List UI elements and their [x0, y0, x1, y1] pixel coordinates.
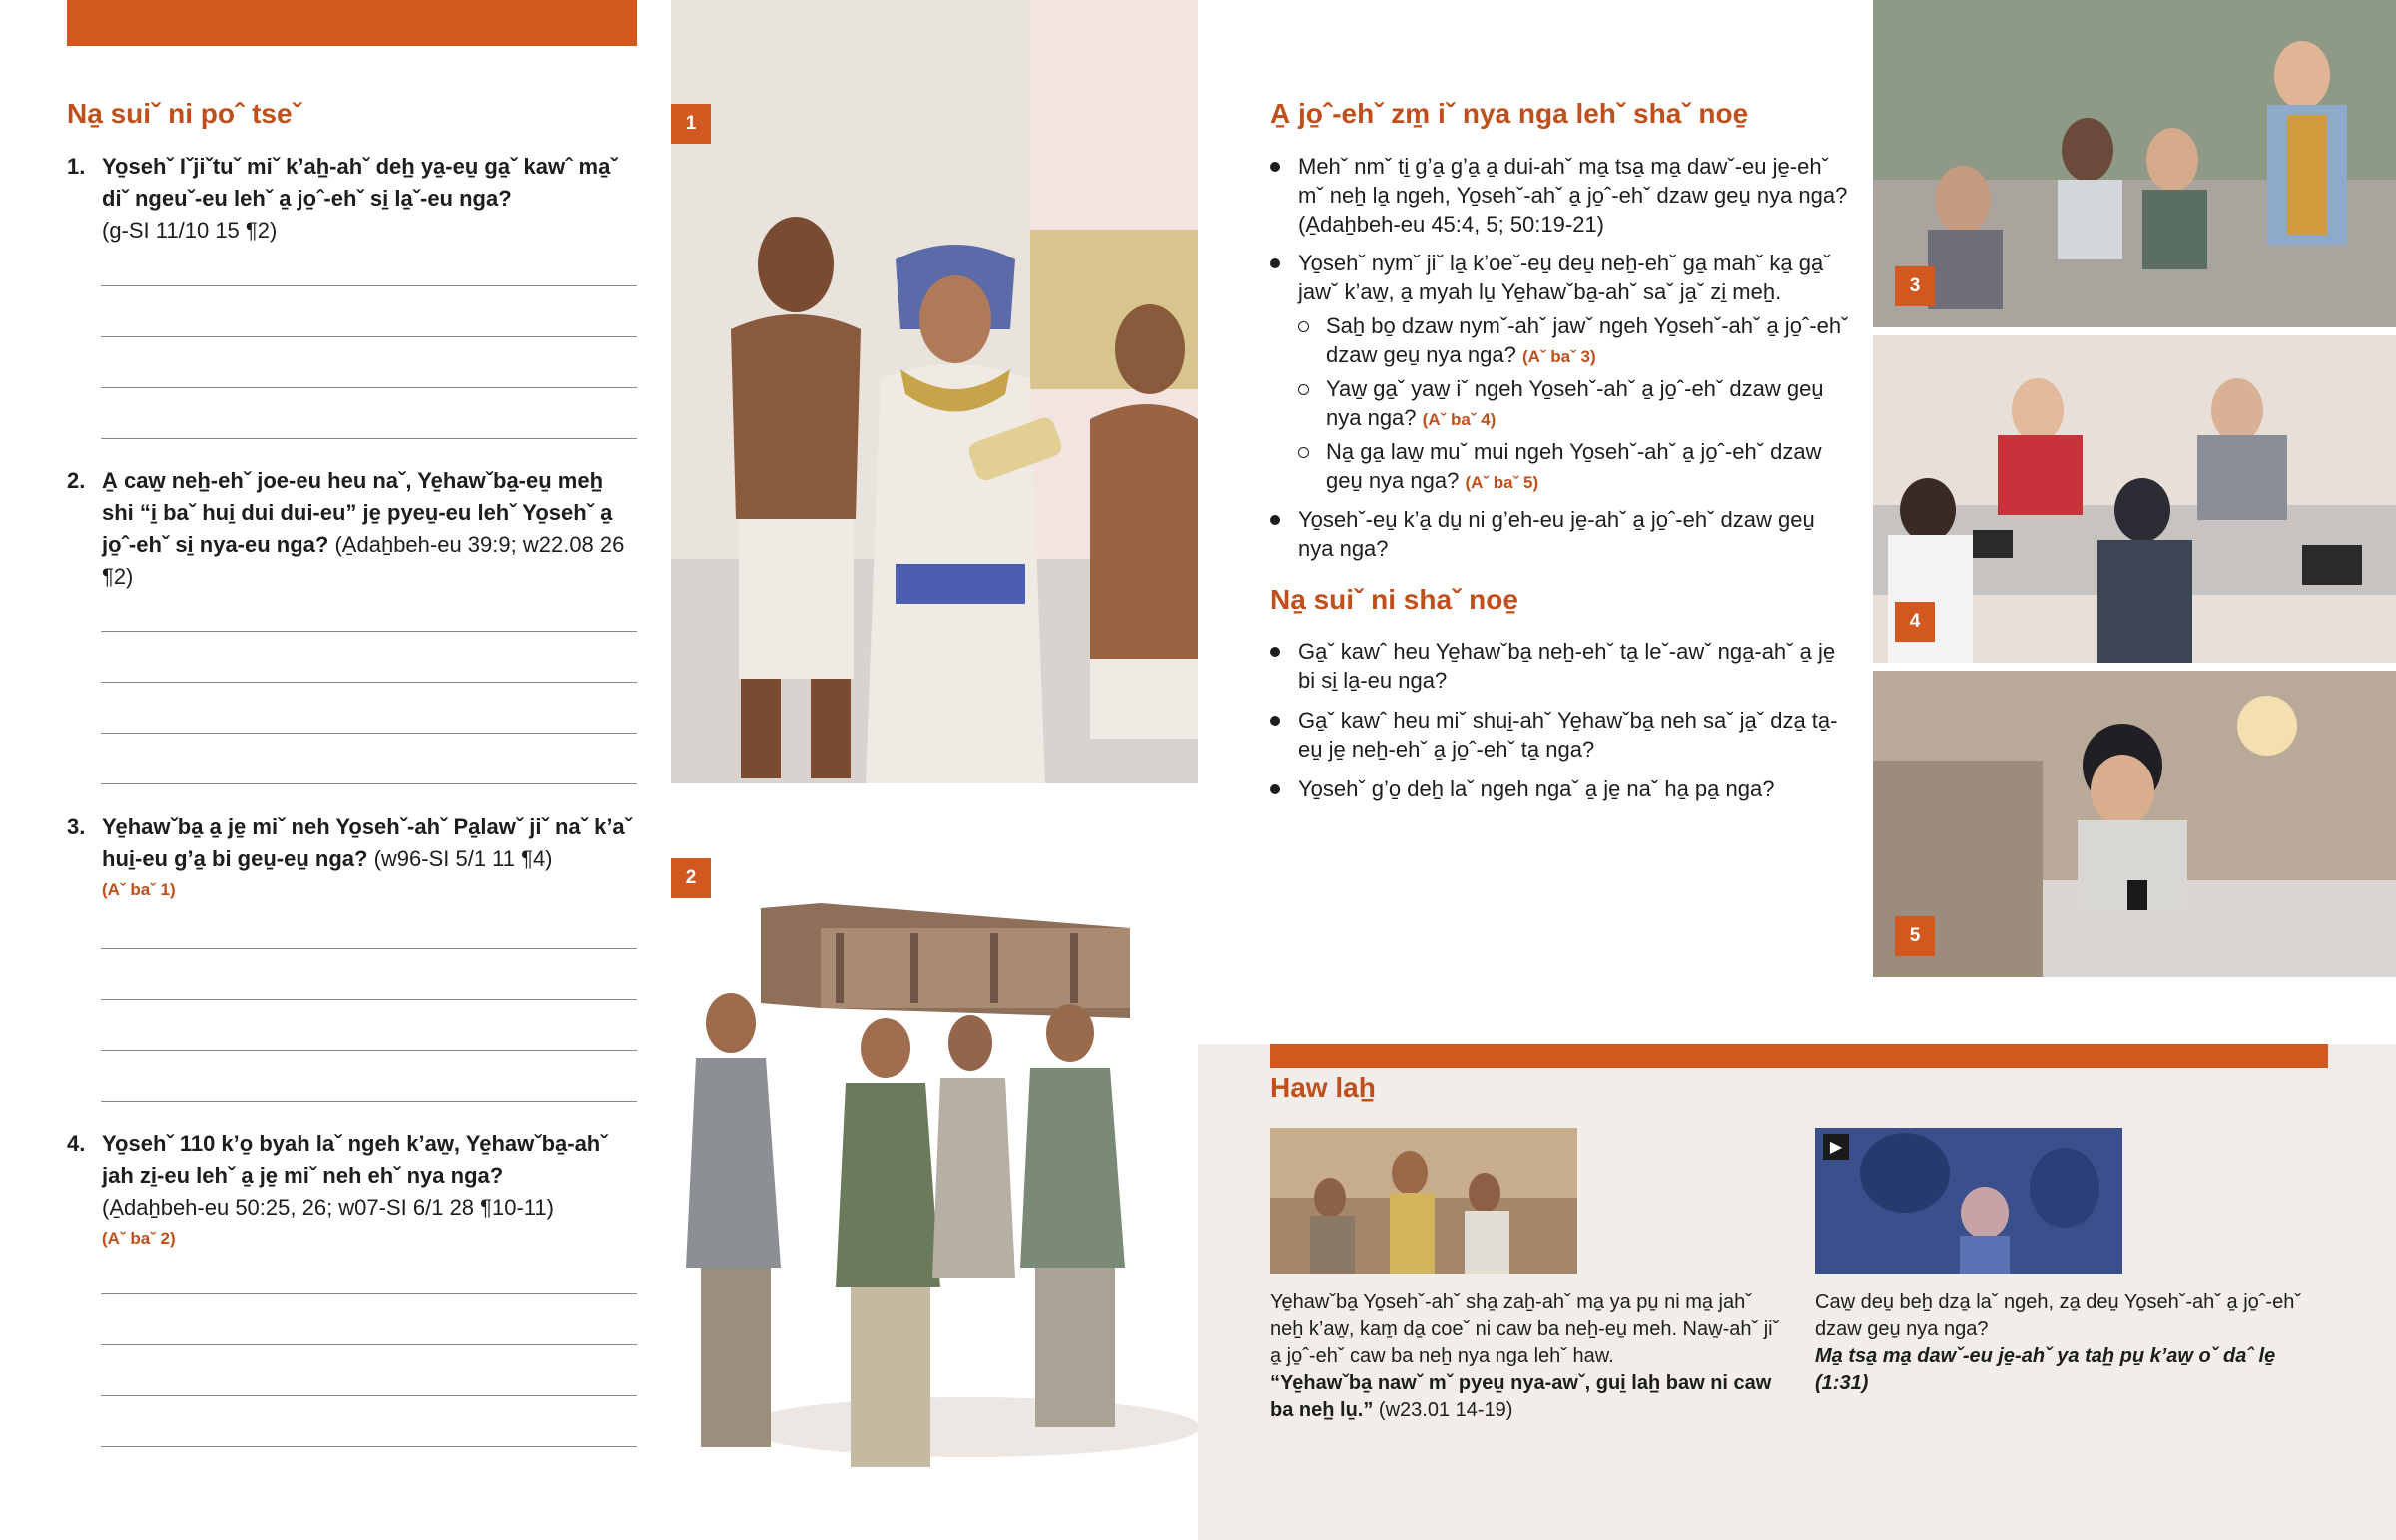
artwork-reference: (Aˇ baˇ 3)	[1521, 347, 1596, 366]
artwork-reference: (Aˇ baˇ 1)	[102, 880, 176, 899]
illustration-coffin-carry-art	[671, 828, 1198, 1540]
figure-number-badge: 4	[1895, 602, 1935, 642]
question-text: Yo̱sehˇ 110 k’o̱ byah laˇ ngeh k’aw̱, Ye̱hawˇba̱-ahˇ jah zi̱-eu lehˇ a̱ je̱ miˇ neh ehˇ nya nga?	[102, 1131, 608, 1188]
caption-title[interactable]: “Ye̱hawˇba̱ nawˇ mˇ pyeu̱ nya-awˇ, gui̱ lah̠ baw ni caw ba neh̠ lu̱.”	[1270, 1372, 1772, 1421]
photo-youth-outdoors-art	[1873, 0, 2396, 327]
sub-bullet-item	[1270, 311, 1849, 371]
panel-accent-bar	[1270, 1044, 2328, 1068]
question-1	[67, 151, 637, 247]
illustration-coffin-carry	[671, 828, 1198, 1540]
question-reference: (g-SI 11/10 15 ¶2)	[102, 218, 278, 243]
play-icon[interactable]: ▶	[1823, 1134, 1849, 1160]
caption-text: Caw̱ deu̱ beh̠ dza̱ laˇ ngeh, za̱ deu̱ Yo̱sehˇ-ahˇ a̱ jo̱ˆ-ehˇ dzaw geu̱ nya nga?	[1815, 1291, 2301, 1340]
question-2	[67, 465, 637, 593]
bullet-text: Yaw̱ ga̱ˇ yaw̱ iˇ ngeh Yo̱sehˇ-ahˇ a̱ jo̱ˆ-ehˇ dzaw geu̱ nya nga?	[1326, 376, 1824, 430]
illustration-joseph-egypt	[671, 0, 1198, 783]
section-heading-watch: Haw lah̠	[1270, 1072, 1376, 1103]
bullet-text: Ga̱ˇ kawˆ heu miˇ shui̱-ahˇ Ye̱hawˇba̱ neh saˇ ja̱ˇ dza̱ ta̱-eu̱ je̱ neh̠-ehˇ a̱ jo̱ˆ-ehˇ ta̱ nga?	[1298, 708, 1838, 762]
video-thumbnail-joseph[interactable]	[1270, 1128, 1577, 1274]
bullet-dot-icon	[1270, 162, 1280, 172]
photo-office-desk-art	[1873, 335, 2396, 663]
answer-lines-1[interactable]	[101, 236, 637, 439]
video-thumbnail-bullying-art	[1815, 1128, 2122, 1274]
bullet-dot-icon	[1270, 515, 1280, 525]
question-3	[67, 811, 637, 905]
photo-office-desk	[1873, 335, 2396, 663]
question-number: 1.	[67, 154, 86, 179]
figure-number-badge: 2	[671, 858, 711, 898]
bullet-text: Na̱ ga̱ law̱ muˇ mui ngeh Yo̱sehˇ-ahˇ a̱ jo̱ˆ-ehˇ dzaw geu̱ nya nga?	[1326, 439, 1822, 493]
bullet-text: Ga̱ˇ kawˆ heu Ye̱hawˇba̱ neh̠-ehˇ ta̱ leˇ-awˇ nga̱-ahˇ a̱ je̱ bi si̱ la̱-eu nga?	[1298, 639, 1836, 693]
bullet-item	[1270, 249, 1849, 306]
question-number: 2.	[67, 468, 86, 493]
bullet-text: Yo̱sehˇ nymˇ jiˇ la̱ k’oeˇ-eu̱ deu̱ neh̠-ehˇ ga̱ mahˇ ka̱ ga̱ˇ jawˇ k’aw̱, a̱ myah lu̱ Ye̱hawˇba̱-ahˇ saˇ ja̱ˇ zi̱ meh̠.	[1298, 251, 1831, 304]
video-thumbnail-joseph-art	[1270, 1128, 1577, 1274]
question-number: 4.	[67, 1131, 86, 1156]
question-number: 3.	[67, 814, 86, 839]
bullet-dot-icon	[1270, 647, 1280, 657]
question-text: A̱ caw̱ neh̠-ehˇ joe-eu heu naˇ, Ye̱hawˇba̱-eu̱ meh̠ shi “i̱ baˇ hui̱ dui dui-eu” je̱ pyeu̱-eu lehˇ Yo̱sehˇ a̱ jo̱ˆ-ehˇ si̱ nya-eu nga?	[102, 468, 613, 557]
bullet-item	[1270, 152, 1849, 239]
bullet-item	[1270, 505, 1849, 563]
bullet-dot-icon	[1270, 784, 1280, 794]
sub-bullet-item	[1270, 374, 1849, 434]
bullet-dot-icon	[1270, 258, 1280, 268]
question-text: Yo̱sehˇ Iˇjiˇtuˇ miˇ k’ah̠-ahˇ deh̠ ya̱-eu̱ ga̱ˇ kawˆ ma̱ˇ diˇ ngeuˇ-eu lehˇ a̱ jo̱ˆ-ehˇ si̱ la̱ˇ-eu nga?	[102, 154, 618, 211]
figure-number-badge: 5	[1895, 916, 1935, 956]
top-decorative-band	[67, 0, 637, 46]
bullet-ring-icon	[1298, 447, 1309, 458]
artwork-reference: (Aˇ baˇ 4)	[1422, 410, 1497, 429]
question-reference: (w96-SI 5/1 11 ¶4)	[373, 846, 553, 871]
photo-boy-phone-art	[1873, 671, 2396, 977]
illustration-joseph-egypt-art	[671, 0, 1198, 783]
question-text: Ye̱hawˇba̱ a̱ je̱ miˇ neh Yo̱sehˇ-ahˇ Pa̱lawˇ jiˇ naˇ k’aˇ hui̱-eu g’a̱ bi geu̱-eu̱ nga?	[102, 814, 632, 871]
bullet-item	[1270, 706, 1849, 764]
photo-youth-outdoors	[1873, 0, 2396, 327]
caption-title[interactable]: Ma̱ tsa̱ ma̱ dawˇ-eu je̱-ahˇ ya tah̠ pu̱ k’aw̱ oˇ daˆ le̱ (1:31)	[1815, 1345, 2276, 1394]
bullet-dot-icon	[1270, 716, 1280, 726]
sub-bullet-item	[1270, 437, 1849, 497]
answer-lines-4[interactable]	[101, 1244, 637, 1447]
question-4	[67, 1128, 637, 1254]
bullet-ring-icon	[1298, 384, 1309, 395]
bullet-item	[1270, 774, 1849, 803]
video-thumbnail-bullying[interactable]	[1815, 1128, 2122, 1274]
bullet-item	[1270, 637, 1849, 695]
artwork-reference: (Aˇ baˇ 2)	[102, 1229, 176, 1248]
video-caption-joseph	[1270, 1289, 1789, 1424]
bullet-text: Yo̱sehˇ-eu̱ k’a̱ du̱ ni g’eh-eu je̱-ahˇ a̱ jo̱ˆ-ehˇ dzaw geu̱ nya nga?	[1298, 507, 1815, 561]
section-heading-apply: Na̱ suiˇ ni shaˇ noe̱	[1270, 584, 1518, 615]
bullet-text: Sah̠ bo̱ dzaw nymˇ-ahˇ jawˇ ngeh Yo̱sehˇ-ahˇ a̱ jo̱ˆ-ehˇ dzaw geu̱ nya nga?	[1326, 313, 1849, 367]
figure-number-badge: 1	[671, 104, 711, 144]
video-caption-bullying	[1815, 1289, 2334, 1397]
answer-lines-2[interactable]	[101, 581, 637, 784]
artwork-reference: (Aˇ baˇ 5)	[1465, 473, 1539, 492]
caption-reference: (w23.01 14-19)	[1378, 1399, 1513, 1421]
bullet-text: Mehˇ nmˇ ti̱ g’a̱ g’a̱ a̱ dui-ahˇ ma̱ tsa̱ ma̱ dawˇ-eu je̱-ehˇ mˇ neh̠ la̱ ngeh, Yo̱sehˇ-ahˇ a̱ jo̱ˆ-ehˇ dzaw geu̱ nya nga? (A̱dah̠beh-eu 45:4, 5; 50:19-21)	[1298, 154, 1848, 237]
answer-lines-3[interactable]	[101, 898, 637, 1102]
question-reference: (A̱dah̠beh-eu 50:25, 26; w07-SI 6/1 28 ¶10-11)	[102, 1195, 554, 1220]
photo-boy-phone	[1873, 671, 2396, 977]
caption-text: Ye̱hawˇba̱ Yo̱sehˇ-ahˇ sha̱ zah̠-ahˇ ma̱ ya pu̱ ni ma̱ jahˇ neh̠ k’aw̱, kam̱ da̱ coeˇ ni caw ba neh̠-eu̱ meh. Naw̱-ahˇ jiˇ a̱ jo̱ˆ-ehˇ caw ba neh̠ nya nga lehˇ haw.	[1270, 1291, 1780, 1367]
section-heading-questions: Na̱ suiˇ ni poˆ tseˇ	[67, 98, 301, 129]
section-heading-discussion: A̱ jo̱ˆ-ehˇ zm̱ iˇ nya nga lehˇ shaˇ noe̱	[1270, 98, 1749, 129]
bullet-text: Yo̱sehˇ g’o̱ deh̠ laˇ ngeh ngaˇ a̱ je̱ naˇ ha̱ pa̱ nga?	[1298, 776, 1775, 801]
question-reference: (A̱dah̠beh-eu 39:9; w22.08 26 ¶2)	[102, 532, 625, 589]
bullet-ring-icon	[1298, 321, 1309, 332]
figure-number-badge: 3	[1895, 266, 1935, 306]
